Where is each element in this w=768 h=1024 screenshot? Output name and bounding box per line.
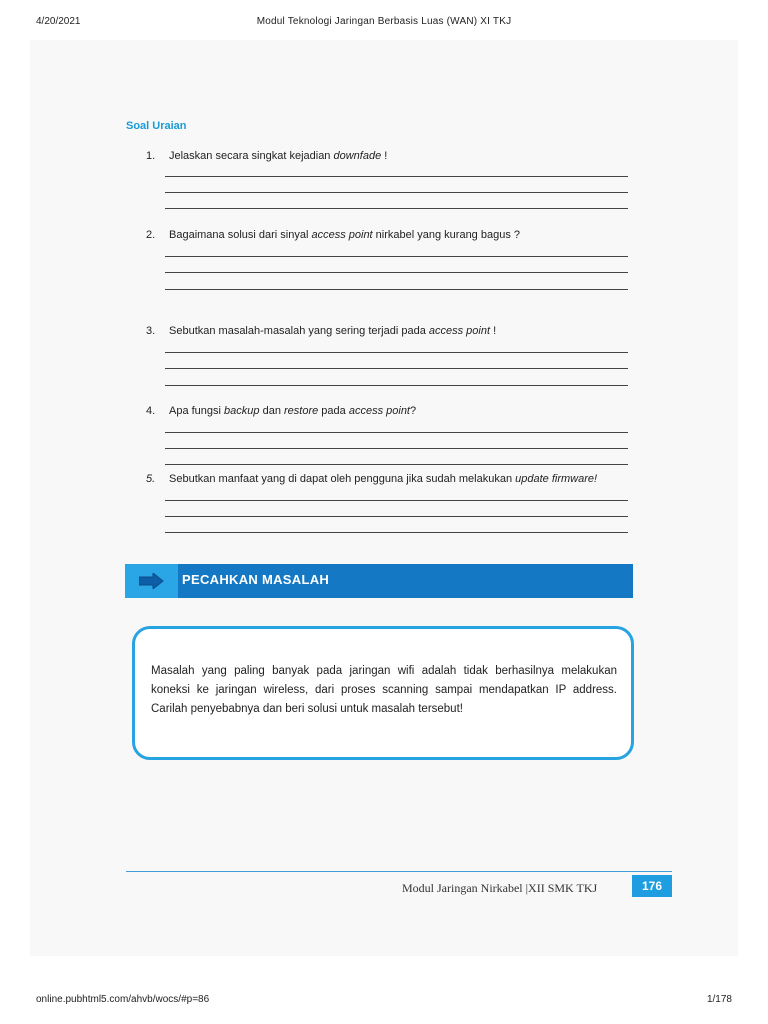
question-text: Sebutkan manfaat yang di dapat oleh pengguna jika sudah melakukan update firmware! bbox=[169, 473, 598, 485]
answer-line[interactable] bbox=[165, 208, 628, 209]
answer-line[interactable] bbox=[165, 464, 628, 465]
arrow-right-icon bbox=[139, 573, 165, 589]
section-title: Soal Uraian bbox=[126, 120, 187, 132]
question-text: Bagaimana solusi dari sinyal access point nirkabel yang kurang bagus ? bbox=[169, 229, 521, 241]
question-text: Sebutkan masalah-masalah yang sering terjadi pada access point ! bbox=[169, 325, 497, 337]
answer-line[interactable] bbox=[165, 272, 628, 273]
answer-line[interactable] bbox=[165, 176, 628, 177]
print-url: online.pubhtml5.com/ahvb/wocs/#p=86 bbox=[36, 994, 210, 1005]
answer-line[interactable] bbox=[165, 532, 628, 533]
answer-line[interactable] bbox=[165, 256, 628, 257]
document-page bbox=[30, 40, 738, 956]
print-page-count: 1/178 bbox=[706, 994, 732, 1005]
answer-line[interactable] bbox=[165, 368, 628, 369]
question-number: 1. bbox=[146, 150, 156, 162]
print-footer bbox=[0, 994, 768, 1008]
banner-title: PECAHKAN MASALAH bbox=[182, 572, 330, 587]
page-number-badge: 176 bbox=[632, 875, 672, 897]
answer-line[interactable] bbox=[165, 385, 628, 386]
print-title: Modul Teknologi Jaringan Berbasis Luas (WAN) XI TKJ bbox=[256, 16, 512, 27]
print-header bbox=[0, 16, 768, 32]
answer-line[interactable] bbox=[165, 516, 628, 517]
answer-line[interactable] bbox=[165, 500, 628, 501]
section-banner bbox=[125, 564, 633, 598]
footer-divider bbox=[126, 871, 672, 872]
print-date: 4/20/2021 bbox=[36, 16, 81, 27]
answer-line[interactable] bbox=[165, 448, 628, 449]
question-text: Jelaskan secara singkat kejadian downfade ! bbox=[169, 150, 388, 162]
footer-title: Modul Jaringan Nirkabel |XII SMK TKJ bbox=[402, 881, 598, 895]
answer-line[interactable] bbox=[165, 192, 628, 193]
question-number: 2. bbox=[146, 229, 156, 241]
answer-line[interactable] bbox=[165, 432, 628, 433]
question-number: 3. bbox=[146, 325, 156, 337]
problem-text: Masalah yang paling banyak pada jaringan wifi adalah tidak berhasilnya melakukan koneksi ke jaringan wireless, dari proses scanning sampai mendapatkan IP address. Carilah penyebabnya dan beri solusi untuk masalah tersebut! bbox=[151, 665, 617, 715]
problem-box bbox=[132, 626, 634, 760]
answer-line[interactable] bbox=[165, 289, 628, 290]
answer-line[interactable] bbox=[165, 352, 628, 353]
question-text: Apa fungsi backup dan restore pada access point? bbox=[169, 405, 417, 417]
banner-icon-box bbox=[125, 564, 178, 598]
question-number: 5. bbox=[146, 473, 156, 485]
question-number: 4. bbox=[146, 405, 156, 417]
